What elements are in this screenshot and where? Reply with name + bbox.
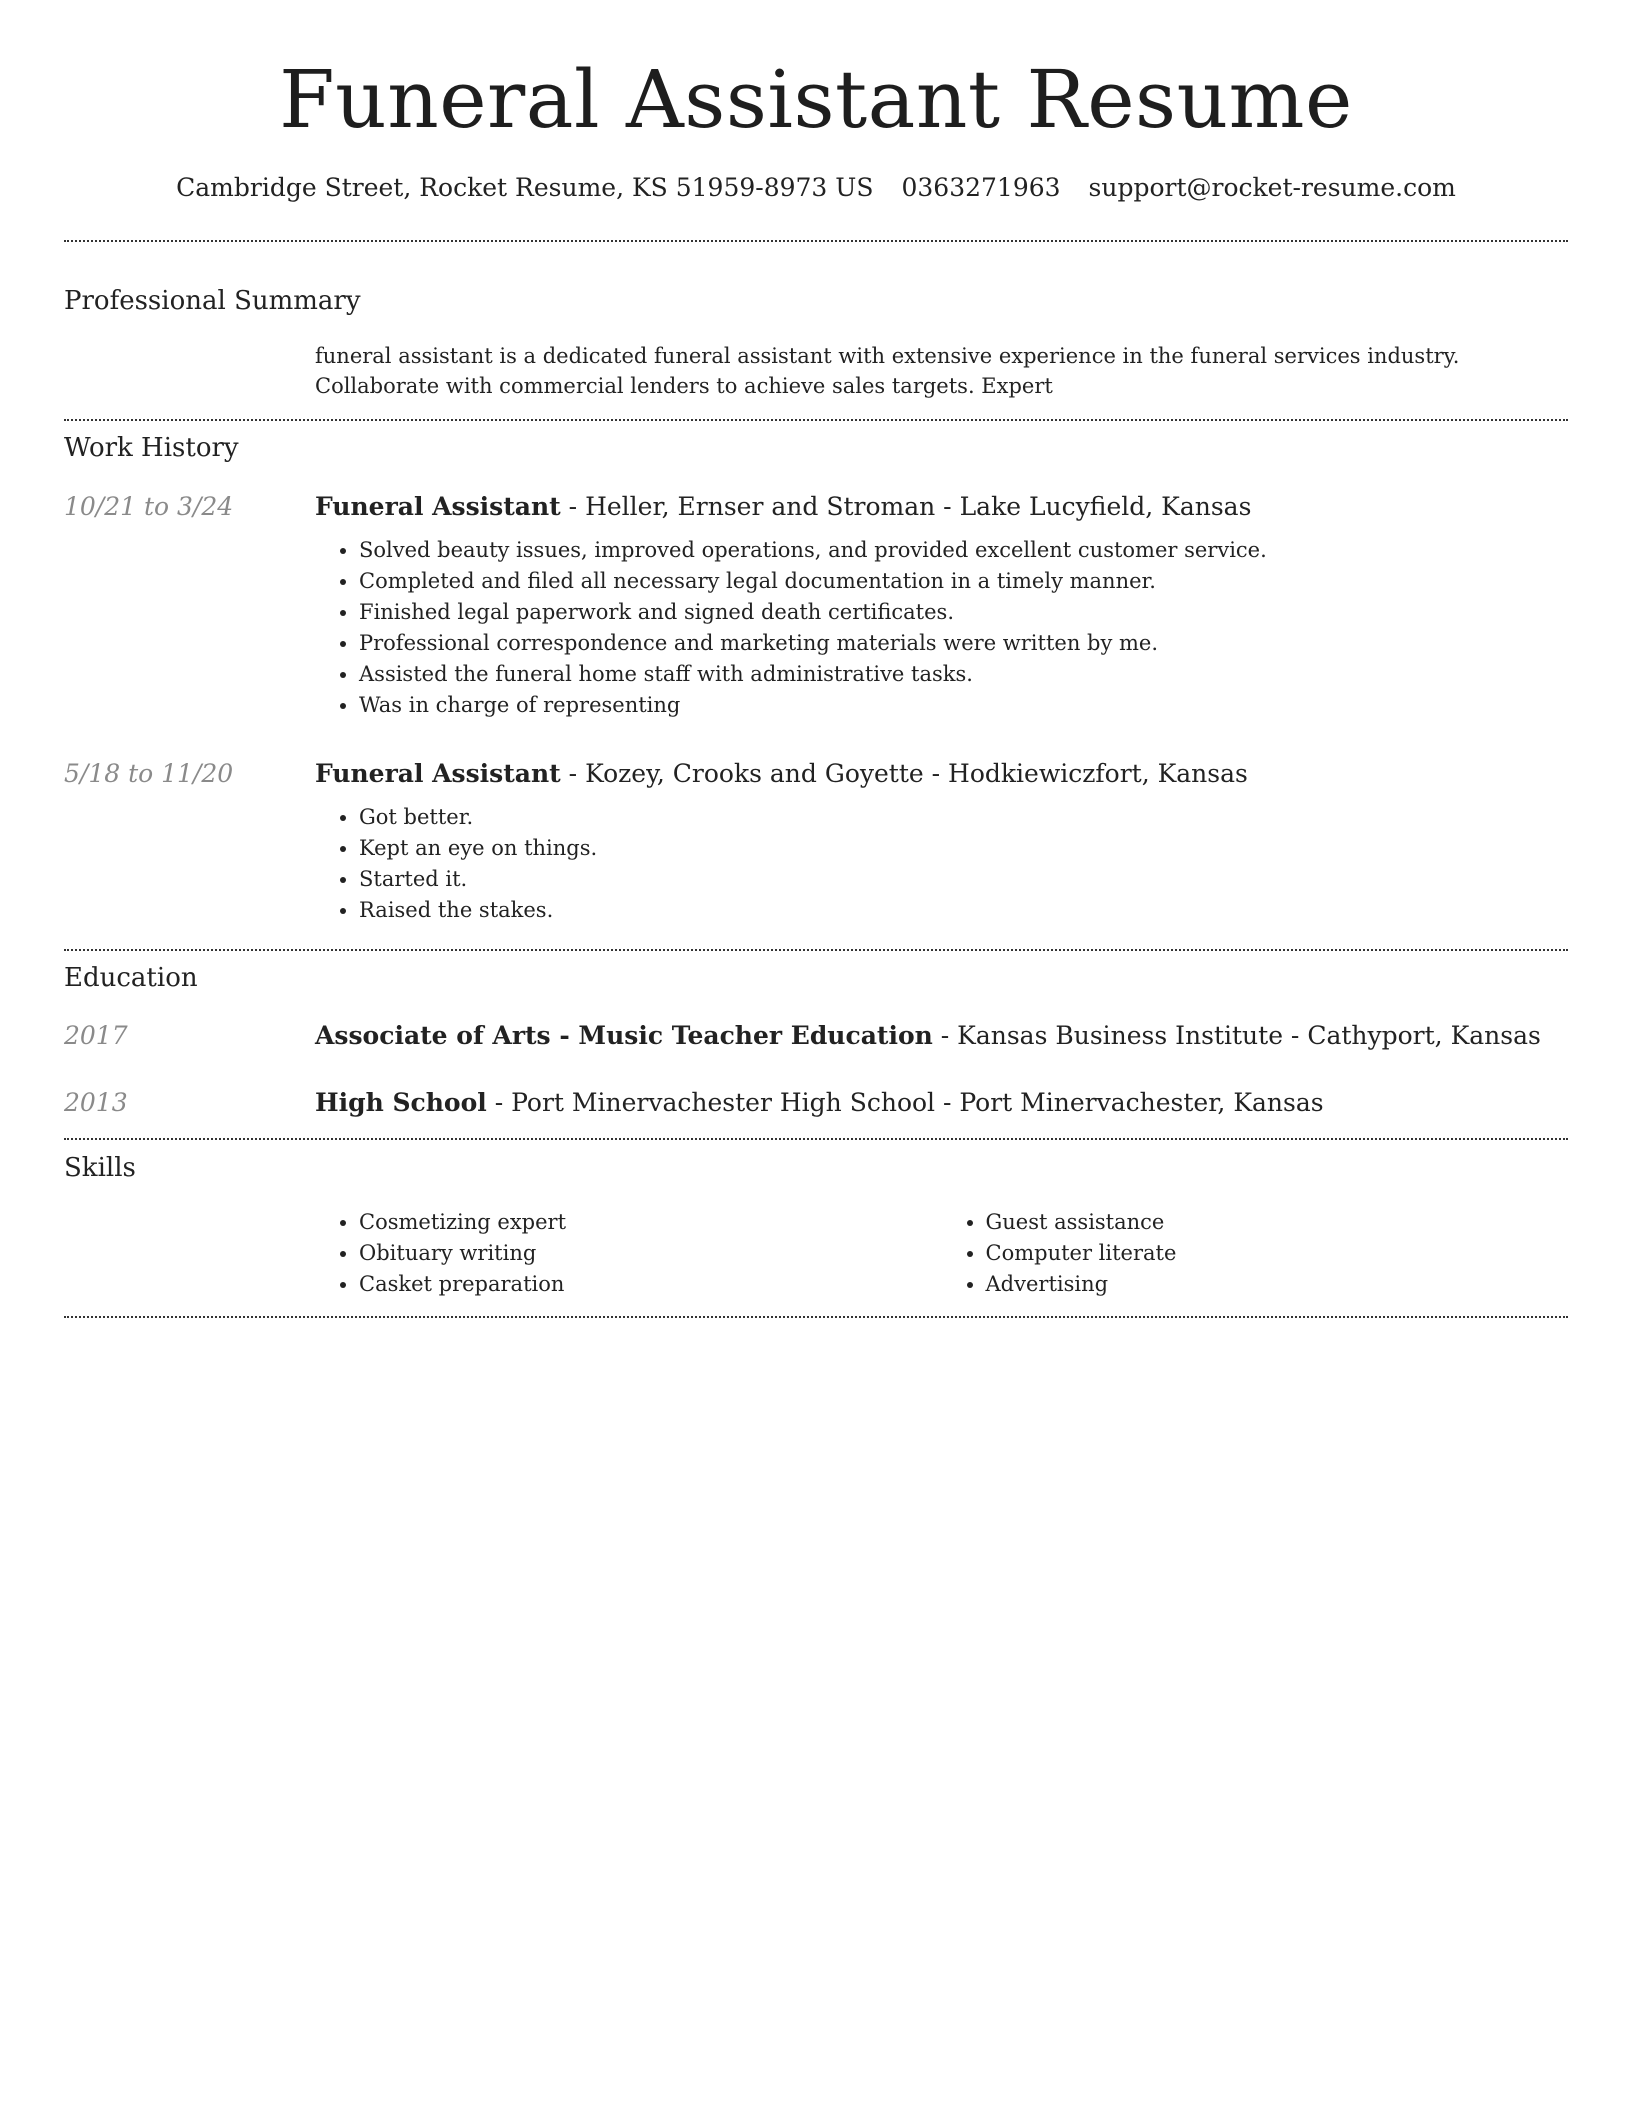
job-role: Funeral Assistant <box>315 492 561 521</box>
list-item: • Solved beauty issues, improved operations, and provided excellent customer service. <box>359 535 1568 566</box>
job-dates: 10/21 to 3/24 <box>64 492 234 521</box>
divider <box>64 240 1568 242</box>
divider <box>64 1316 1568 1318</box>
skills-column-right <box>942 1207 1569 1300</box>
skill-item: • Computer literate <box>986 1238 1569 1269</box>
skill-item: • Guest assistance <box>986 1207 1569 1238</box>
list-item: • Got better. <box>359 802 1568 833</box>
resume-title: Funeral Assistant Resume <box>279 53 1353 146</box>
divider <box>64 949 1568 951</box>
divider <box>64 1138 1568 1140</box>
divider <box>64 419 1568 421</box>
education-degree: High School <box>315 1088 487 1117</box>
list-item: • Assisted the funeral home staff with administrative tasks. <box>359 659 1568 690</box>
job-details: - Heller, Ernser and Stroman - Lake Lucyfield, Kansas <box>560 492 1252 521</box>
section-title-skills: Skills <box>64 1153 136 1183</box>
summary-text: funeral assistant is a dedicated funeral assistant with extensive experience in the funeral services industry. Collaborate with commercial lenders to achieve sales targets. Expert <box>315 344 1460 398</box>
section-title-work-history: Work History <box>64 433 239 463</box>
list-item: • Was in charge of representing <box>359 690 1568 721</box>
job-bullets <box>315 802 1568 926</box>
skills-list <box>315 1207 1568 1300</box>
education-degree: Associate of Arts - Music Teacher Education <box>315 1021 933 1050</box>
education-year: 2013 <box>64 1088 128 1117</box>
list-item: • Professional correspondence and marketing materials were written by me. <box>359 628 1568 659</box>
contact-address: Cambridge Street, Rocket Resume, KS 51959-8973 US <box>176 173 874 202</box>
section-title-summary: Professional Summary <box>64 286 361 316</box>
skill-item: • Advertising <box>986 1269 1569 1300</box>
list-item: • Completed and filed all necessary legal documentation in a timely manner. <box>359 566 1568 597</box>
contact-email: support@rocket-resume.com <box>1088 173 1456 202</box>
education-entry <box>315 1018 1568 1054</box>
contact-line <box>0 170 1632 206</box>
section-title-education: Education <box>64 963 198 993</box>
job-heading <box>315 756 1568 792</box>
list-item: • Finished legal paperwork and signed death certificates. <box>359 597 1568 628</box>
skill-item: • Obituary writing <box>359 1238 942 1269</box>
list-item: • Started it. <box>359 864 1568 895</box>
job-entry <box>315 756 1568 926</box>
list-item: • Kept an eye on things. <box>359 833 1568 864</box>
job-details: - Kozey, Crooks and Goyette - Hodkiewiczfort, Kansas <box>560 759 1248 788</box>
list-item: • Raised the stakes. <box>359 895 1568 926</box>
education-details: - Kansas Business Institute - Cathyport, Kansas <box>932 1021 1541 1050</box>
skill-item: • Cosmetizing expert <box>359 1207 942 1238</box>
job-bullets <box>315 535 1568 721</box>
job-entry <box>315 489 1568 721</box>
job-dates: 5/18 to 11/20 <box>64 759 234 788</box>
skills-column-left <box>315 1207 942 1300</box>
skill-item: • Casket preparation <box>359 1269 942 1300</box>
education-year: 2017 <box>64 1021 128 1050</box>
education-entry <box>315 1085 1568 1121</box>
contact-phone: 0363271963 <box>901 173 1061 202</box>
job-heading <box>315 489 1568 525</box>
education-details: - Port Minervachester High School - Port Minervachester, Kansas <box>486 1088 1324 1117</box>
job-role: Funeral Assistant <box>315 759 561 788</box>
